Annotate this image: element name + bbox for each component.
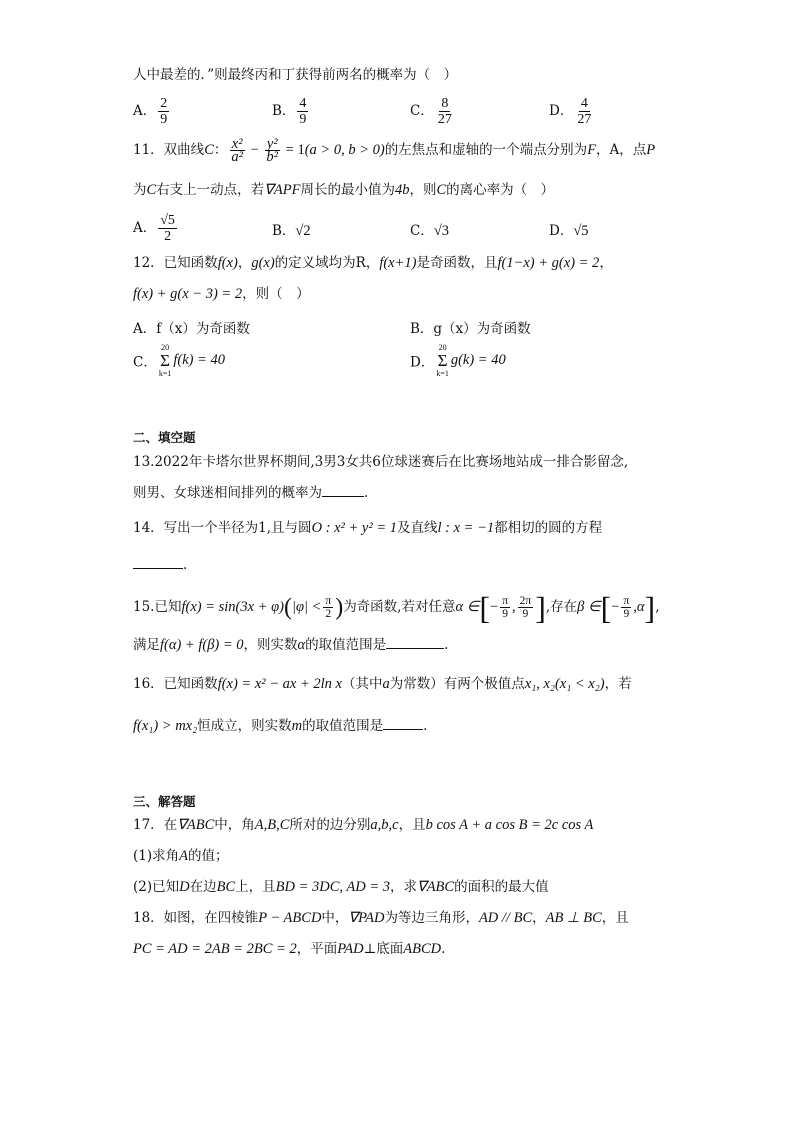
text: ，且 — [398, 817, 426, 833]
math-var: α — [636, 599, 645, 615]
q15-line-2 — [133, 636, 448, 654]
numerator: 4 — [299, 96, 307, 111]
fraction — [229, 138, 245, 163]
numerator: 2 — [160, 96, 168, 111]
option-label: A． — [133, 103, 157, 119]
text: 18．如图，在四棱锥 — [133, 910, 259, 926]
math-var: A — [179, 848, 188, 864]
math-expr: x₁, x₂(x₁ < x₂) — [524, 676, 605, 692]
text: 中， — [321, 910, 349, 926]
option-label: B． — [272, 103, 296, 119]
q11-option-d — [549, 219, 589, 240]
text: 右支上一动点，若 — [156, 182, 265, 198]
math-expr: f(x+1) — [379, 255, 417, 271]
math-var: C — [146, 182, 157, 198]
math-expr: P − ABCD — [258, 910, 322, 926]
math-op: = 1 — [282, 142, 305, 158]
math-value: √3 — [433, 223, 450, 239]
math-expr: O : x² + y² = 1 — [311, 520, 397, 536]
q16-line-2 — [133, 717, 427, 735]
fraction — [297, 96, 308, 127]
q18-line-2 — [133, 940, 445, 958]
text: 恒成立，则实数 — [197, 718, 292, 734]
option-label: C． — [410, 223, 434, 239]
fraction — [621, 595, 631, 620]
text: , — [633, 599, 637, 615]
text: 都相切的圆的方程 — [494, 520, 603, 536]
paren-left: ( — [283, 594, 292, 621]
text: 中，角 — [214, 817, 255, 833]
math-expr: b cos A + a cos B = 2c cos A — [425, 817, 594, 833]
text: ，平面 — [296, 941, 338, 957]
sum-lower: k=1 — [158, 369, 172, 378]
option-label: D． — [549, 223, 574, 239]
math-var: 4b — [394, 182, 410, 198]
math-expr: AB ⊥ BC — [545, 910, 602, 926]
text: ， — [599, 255, 613, 271]
text: ⊥底面 — [363, 941, 404, 957]
q17-line-1 — [133, 816, 593, 834]
math-expr: AD // BC — [478, 910, 533, 926]
q13-line-1: 13.2022年卡塔尔世界杯期间,3男3女共6位球迷赛后在比赛场地站成一排合影留念, — [133, 454, 629, 470]
text: ，则（ ） — [242, 286, 310, 302]
math-var: BC — [216, 879, 236, 895]
math-value: √2 — [295, 223, 311, 239]
text: . — [444, 637, 449, 653]
text: ，若 — [604, 676, 632, 692]
numerator: y² — [266, 136, 278, 152]
denominator: 2 — [325, 608, 332, 620]
math-expr: PC = AD = 2AB = 2BC = 2 — [133, 941, 297, 957]
math-op: − — [490, 599, 499, 615]
text: (2)已知 — [133, 879, 180, 895]
section-heading-solutions: 三、解答题 — [133, 794, 196, 809]
text: , — [655, 599, 660, 615]
q18-line-1 — [133, 909, 629, 927]
math-expr: f(x) = sin(3x + φ) — [181, 599, 284, 615]
text: 的取值范围是 — [305, 637, 387, 653]
q12-line-1 — [133, 254, 613, 272]
text: （其中 — [341, 676, 383, 692]
text: 周长的最小值为 — [300, 182, 395, 198]
fraction — [158, 96, 169, 127]
denominator: 27 — [577, 112, 592, 127]
bracket-left: [ — [600, 589, 612, 626]
math-var: PAD — [337, 941, 364, 957]
numerator: √5 — [160, 213, 175, 228]
math-var: ∇ABC — [177, 817, 215, 833]
text: 的值； — [187, 848, 229, 864]
q14-line-2 — [133, 556, 187, 574]
text: 为奇函数,若对任意 — [343, 599, 456, 615]
question-number: 12．已知函数 — [133, 255, 218, 271]
text: . — [364, 485, 369, 501]
text: ，则 — [409, 182, 437, 198]
denominator: 9 — [502, 608, 508, 620]
math-expr: BD = 3DC, AD = 3 — [275, 879, 390, 895]
math-expr: f(x) — [217, 255, 238, 271]
sum-upper: 20 — [438, 343, 447, 352]
section-heading-fill-blank: 二、填空题 — [133, 430, 196, 445]
text: 的定义域均为R， — [274, 255, 380, 271]
option-label: D． — [549, 103, 574, 119]
q12-option-d — [410, 343, 506, 378]
bracket-right: ] — [535, 589, 546, 626]
q14-line-1 — [133, 519, 602, 537]
denominator: 9 — [160, 112, 168, 127]
math-var: F — [587, 142, 597, 158]
math-expr: f(1−x) + g(x) = 2 — [497, 255, 600, 271]
math-var: a,b,c — [370, 817, 399, 833]
text: 14．写出一个半径为1,且与圆 — [133, 520, 312, 536]
numerator: π — [623, 595, 630, 607]
q10-option-b — [272, 96, 310, 127]
q11-option-c — [410, 219, 449, 240]
math-var: ABCD — [403, 941, 442, 957]
fraction — [264, 138, 280, 163]
q10-tail-text: 人中最差的．”则最终丙和丁获得前两名的概率为（ ） — [133, 67, 458, 83]
q11-line-2 — [133, 181, 554, 199]
math-expr: f(x) + g(x − 3) = 2 — [133, 286, 243, 302]
math-var: C — [436, 182, 447, 198]
numerator: 2π — [519, 595, 532, 607]
q11-line-1 — [133, 138, 655, 163]
paren-right: ) — [335, 594, 344, 621]
numerator: π — [325, 595, 332, 607]
option-label: D． — [410, 354, 435, 371]
text: ，A，点 — [596, 142, 647, 158]
math-var: α — [297, 637, 306, 653]
bracket-right: ] — [644, 589, 656, 626]
text: 为等边三角形， — [384, 910, 479, 926]
math-expr: f(k) = 40 — [173, 352, 226, 368]
text: 所对的边分别 — [289, 817, 371, 833]
math-value: √5 — [573, 223, 589, 239]
math-expr: g(k) = 40 — [450, 352, 506, 368]
sigma-symbol: Σ — [437, 351, 448, 370]
math-var: a — [382, 676, 390, 692]
text: ， — [532, 910, 546, 926]
q17-part-2 — [133, 878, 549, 896]
q15-line-1 — [133, 589, 660, 626]
text: ， — [237, 255, 252, 271]
text: 则男、女球迷相间排列的概率为 — [133, 485, 322, 501]
math-expr: |φ| < — [291, 599, 322, 615]
answer-blank — [386, 636, 444, 649]
option-label: C． — [410, 103, 434, 119]
denominator: b² — [266, 149, 279, 165]
denominator: 27 — [437, 112, 452, 127]
math-expr: α ∈ — [455, 599, 480, 615]
answer-blank — [383, 717, 423, 730]
text: 的面积的最大值 — [454, 879, 549, 895]
text: ，则实数 — [243, 637, 298, 653]
q12-option-c — [133, 343, 225, 378]
fraction — [575, 96, 593, 127]
text: 为常数）有两个极值点 — [389, 676, 525, 692]
math-var: A,B,C — [254, 817, 290, 833]
q10-option-d — [549, 96, 595, 127]
math-condition: (a > 0, b > 0) — [304, 142, 385, 158]
q12-option-b: B．g（x）为奇函数 — [410, 321, 531, 337]
text: (1)求角 — [133, 848, 180, 864]
sigma-symbol: Σ — [160, 351, 171, 370]
text: 的取值范围是 — [302, 718, 384, 734]
fraction — [518, 595, 534, 620]
answer-blank — [133, 556, 183, 569]
math-var: C — [204, 142, 214, 158]
fraction — [323, 595, 333, 620]
math-var: P — [646, 142, 656, 158]
math-var: ∇ABC — [417, 879, 455, 895]
option-label: C． — [133, 354, 157, 371]
sum-lower: k=1 — [436, 369, 449, 378]
fraction — [436, 96, 454, 127]
summation — [436, 343, 449, 378]
math-var: ∇APF — [264, 182, 301, 198]
numerator: 8 — [441, 96, 449, 111]
numerator: π — [502, 595, 509, 607]
summation — [159, 343, 172, 378]
text: ，且 — [601, 910, 629, 926]
q11-option-a — [133, 213, 179, 244]
math-expr: f(x) = x² − ax + 2ln x — [217, 676, 342, 692]
denominator: a² — [231, 149, 243, 165]
text: 的左焦点和虚轴的一个端点分别为 — [384, 142, 588, 158]
bracket-left: [ — [479, 589, 491, 626]
math-expr: l : x = −1 — [437, 520, 495, 536]
math-op: − — [246, 142, 263, 158]
text: 15.已知 — [133, 599, 182, 615]
option-label: B． — [272, 223, 296, 239]
text: 上，且 — [235, 879, 276, 895]
text: 在边 — [189, 879, 217, 895]
text: . — [423, 718, 428, 734]
q10-option-c — [410, 96, 456, 127]
q12-line-2 — [133, 285, 310, 303]
text: 的离心率为（ ） — [446, 182, 555, 198]
q10-option-a — [133, 96, 171, 127]
question-number: 11．双曲线 — [133, 142, 205, 158]
q11-option-b — [272, 219, 311, 240]
q17-part-1 — [133, 847, 228, 865]
text: 17．在 — [133, 817, 178, 833]
sum-upper: 20 — [161, 343, 170, 352]
text: 满足 — [133, 637, 160, 653]
denominator: 9 — [299, 112, 307, 127]
numerator: 4 — [580, 96, 588, 111]
math-expr: f(α) + f(β) = 0 — [160, 637, 244, 653]
fraction — [500, 595, 510, 620]
math-op: − — [611, 599, 620, 615]
math-expr: f(x₁) > mx₂ — [133, 718, 198, 734]
answer-blank — [322, 484, 364, 497]
denominator: 9 — [522, 608, 529, 620]
denominator: 2 — [164, 229, 172, 244]
denominator: 9 — [623, 608, 630, 620]
math-var: ∇PAD — [348, 910, 385, 926]
text: ，求 — [390, 879, 417, 895]
text: 及直线 — [397, 520, 438, 536]
q13-line-2 — [133, 484, 368, 502]
fraction — [158, 213, 177, 244]
q16-line-1 — [133, 675, 632, 693]
text: ,存在 — [545, 599, 578, 615]
math-expr: β ∈ — [577, 599, 601, 615]
math-var: m — [291, 718, 303, 734]
math-expr: g(x) — [251, 255, 275, 271]
math-var: D — [179, 879, 190, 895]
text: , — [512, 599, 516, 615]
text: . — [441, 941, 446, 957]
q12-option-a: A．f（x）为奇函数 — [133, 321, 250, 337]
text: ： — [213, 142, 228, 158]
text: 是奇函数，且 — [416, 255, 498, 271]
option-label: A． — [133, 220, 157, 236]
text: 16．已知函数 — [133, 676, 218, 692]
numerator: x² — [231, 136, 243, 152]
text: . — [183, 557, 188, 573]
text: 为 — [133, 182, 147, 198]
